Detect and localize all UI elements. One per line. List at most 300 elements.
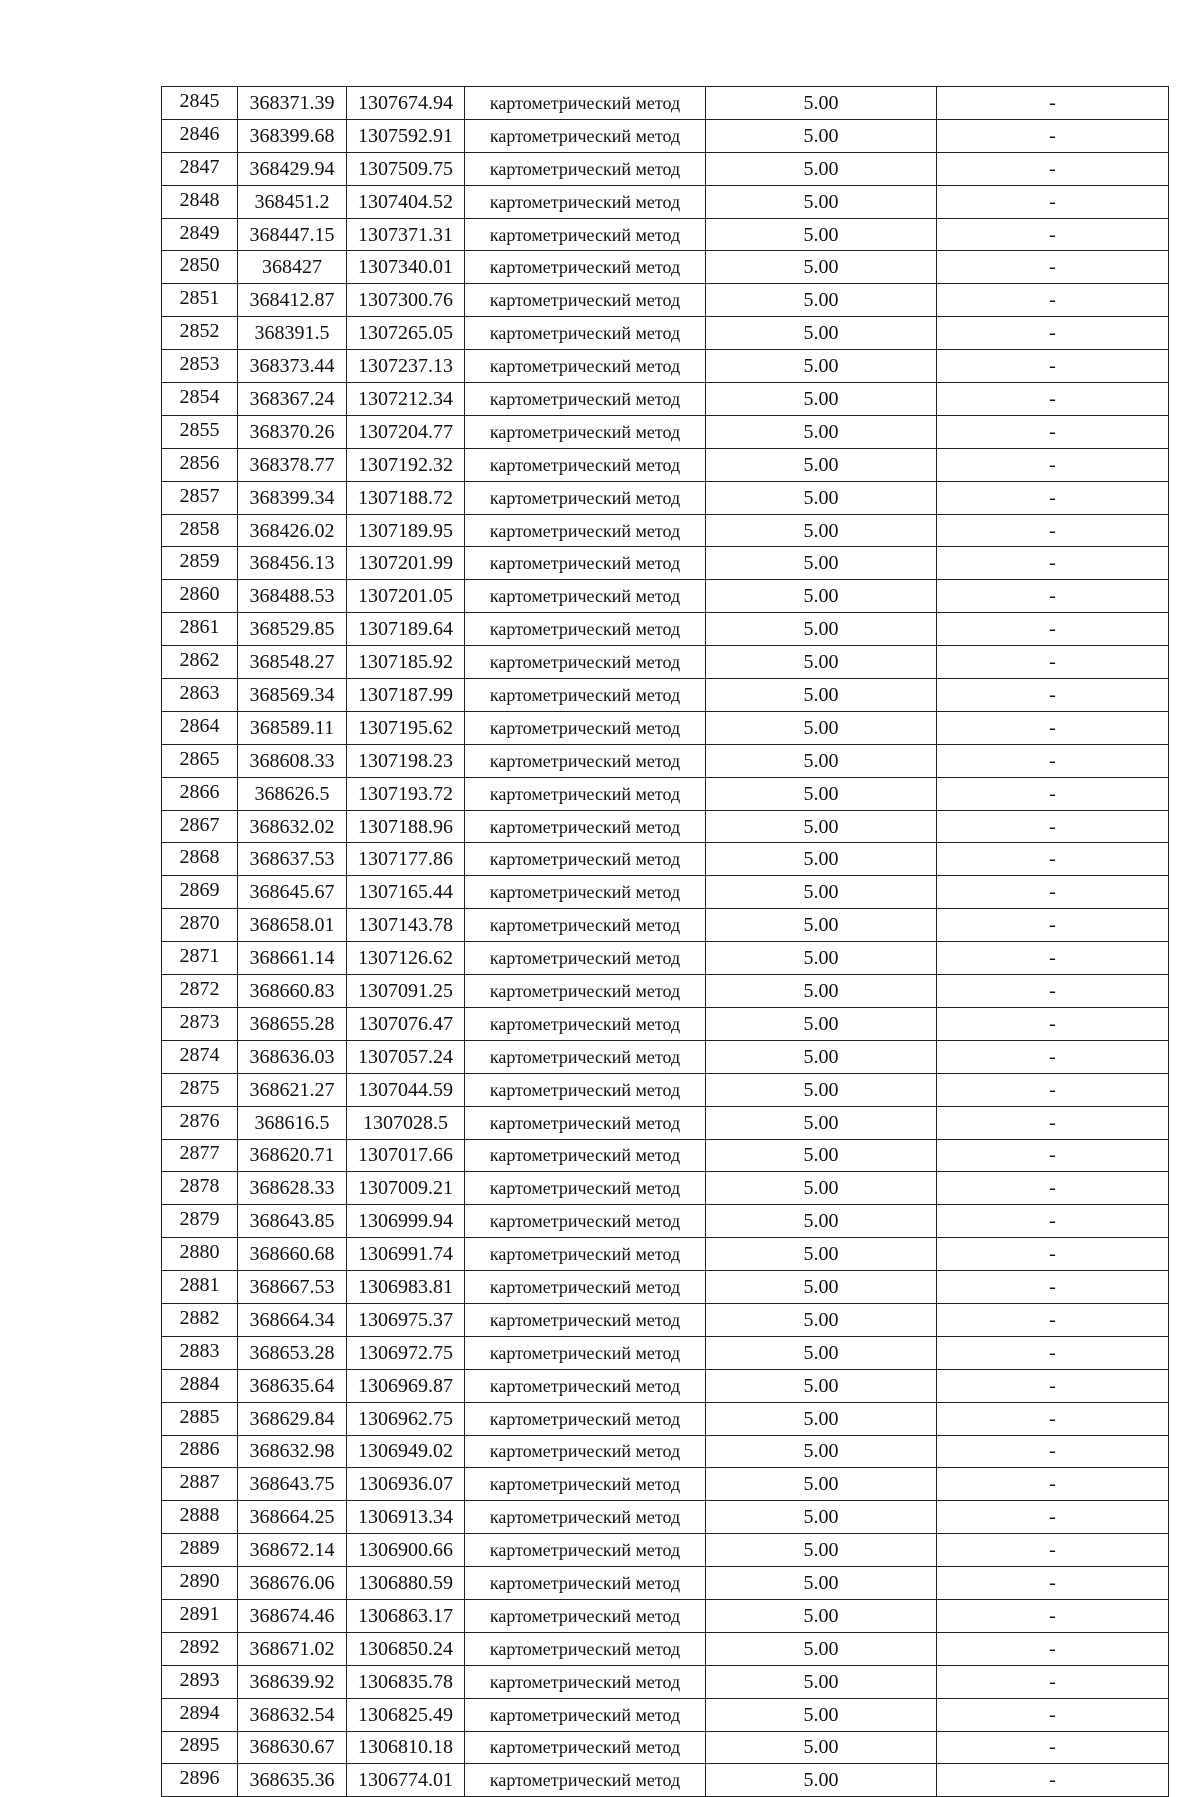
method-cell: картометрический метод — [465, 1567, 706, 1600]
x-coordinate-cell: 368639.92 — [238, 1665, 347, 1698]
table-row — [162, 185, 1169, 218]
y-coordinate-cell: 1306962.75 — [347, 1402, 465, 1435]
y-coordinate-cell: 1306863.17 — [347, 1599, 465, 1632]
accuracy-cell: 5.00 — [706, 1271, 937, 1304]
note-cell: - — [937, 810, 1169, 843]
note-cell: - — [937, 251, 1169, 284]
accuracy-cell: 5.00 — [706, 1599, 937, 1632]
point-number-cell: 2857 — [162, 481, 238, 514]
note-cell: - — [937, 1073, 1169, 1106]
accuracy-cell: 5.00 — [706, 711, 937, 744]
table-row — [162, 679, 1169, 712]
table-row — [162, 251, 1169, 284]
y-coordinate-cell: 1306774.01 — [347, 1764, 465, 1797]
method-cell: картометрический метод — [465, 876, 706, 909]
table-row — [162, 1501, 1169, 1534]
x-coordinate-cell: 368635.64 — [238, 1369, 347, 1402]
x-coordinate-cell: 368660.83 — [238, 975, 347, 1008]
accuracy-cell: 5.00 — [706, 777, 937, 810]
y-coordinate-cell: 1307204.77 — [347, 415, 465, 448]
point-number-cell: 2886 — [162, 1435, 238, 1468]
point-number-cell: 2896 — [162, 1764, 238, 1797]
method-cell: картометрический метод — [465, 547, 706, 580]
point-number-cell: 2845 — [162, 87, 238, 120]
method-cell: картометрический метод — [465, 777, 706, 810]
y-coordinate-cell: 1307188.96 — [347, 810, 465, 843]
x-coordinate-cell: 368371.39 — [238, 87, 347, 120]
method-cell: картометрический метод — [465, 514, 706, 547]
x-coordinate-cell: 368674.46 — [238, 1599, 347, 1632]
note-cell: - — [937, 317, 1169, 350]
x-coordinate-cell: 368632.54 — [238, 1698, 347, 1731]
point-number-cell: 2851 — [162, 284, 238, 317]
accuracy-cell: 5.00 — [706, 1238, 937, 1271]
table-row — [162, 1665, 1169, 1698]
x-coordinate-cell: 368399.34 — [238, 481, 347, 514]
point-number-cell: 2854 — [162, 383, 238, 416]
point-number-cell: 2882 — [162, 1303, 238, 1336]
note-cell: - — [937, 1106, 1169, 1139]
point-number-cell: 2852 — [162, 317, 238, 350]
point-number-cell: 2890 — [162, 1567, 238, 1600]
table-row — [162, 1632, 1169, 1665]
accuracy-cell: 5.00 — [706, 481, 937, 514]
accuracy-cell: 5.00 — [706, 876, 937, 909]
point-number-cell: 2853 — [162, 350, 238, 383]
x-coordinate-cell: 368529.85 — [238, 613, 347, 646]
x-coordinate-cell: 368548.27 — [238, 646, 347, 679]
x-coordinate-cell: 368378.77 — [238, 448, 347, 481]
method-cell: картометрический метод — [465, 1336, 706, 1369]
note-cell: - — [937, 1007, 1169, 1040]
point-number-cell: 2877 — [162, 1139, 238, 1172]
point-number-cell: 2862 — [162, 646, 238, 679]
note-cell: - — [937, 383, 1169, 416]
x-coordinate-cell: 368367.24 — [238, 383, 347, 416]
table-row — [162, 1435, 1169, 1468]
method-cell: картометрический метод — [465, 1468, 706, 1501]
method-cell: картометрический метод — [465, 1764, 706, 1797]
y-coordinate-cell: 1307126.62 — [347, 942, 465, 975]
x-coordinate-cell: 368447.15 — [238, 218, 347, 251]
x-coordinate-cell: 368655.28 — [238, 1007, 347, 1040]
table-row — [162, 975, 1169, 1008]
x-coordinate-cell: 368626.5 — [238, 777, 347, 810]
y-coordinate-cell: 1307091.25 — [347, 975, 465, 1008]
accuracy-cell: 5.00 — [706, 613, 937, 646]
accuracy-cell: 5.00 — [706, 646, 937, 679]
note-cell: - — [937, 1402, 1169, 1435]
point-number-cell: 2846 — [162, 119, 238, 152]
table-row — [162, 284, 1169, 317]
x-coordinate-cell: 368412.87 — [238, 284, 347, 317]
y-coordinate-cell: 1307076.47 — [347, 1007, 465, 1040]
accuracy-cell: 5.00 — [706, 1139, 937, 1172]
table-row — [162, 1271, 1169, 1304]
y-coordinate-cell: 1307187.99 — [347, 679, 465, 712]
table-row — [162, 1468, 1169, 1501]
y-coordinate-cell: 1306969.87 — [347, 1369, 465, 1402]
note-cell: - — [937, 942, 1169, 975]
y-coordinate-cell: 1306936.07 — [347, 1468, 465, 1501]
method-cell: картометрический метод — [465, 1369, 706, 1402]
y-coordinate-cell: 1307265.05 — [347, 317, 465, 350]
note-cell: - — [937, 909, 1169, 942]
table-row — [162, 843, 1169, 876]
table-row — [162, 613, 1169, 646]
method-cell: картометрический метод — [465, 119, 706, 152]
point-number-cell: 2850 — [162, 251, 238, 284]
y-coordinate-cell: 1307404.52 — [347, 185, 465, 218]
point-number-cell: 2867 — [162, 810, 238, 843]
method-cell: картометрический метод — [465, 843, 706, 876]
method-cell: картометрический метод — [465, 317, 706, 350]
y-coordinate-cell: 1307028.5 — [347, 1106, 465, 1139]
point-number-cell: 2885 — [162, 1402, 238, 1435]
method-cell: картометрический метод — [465, 1073, 706, 1106]
method-cell: картометрический метод — [465, 1665, 706, 1698]
note-cell: - — [937, 350, 1169, 383]
y-coordinate-cell: 1306972.75 — [347, 1336, 465, 1369]
table-body — [162, 87, 1169, 1797]
point-number-cell: 2892 — [162, 1632, 238, 1665]
x-coordinate-cell: 368636.03 — [238, 1040, 347, 1073]
x-coordinate-cell: 368427 — [238, 251, 347, 284]
x-coordinate-cell: 368451.2 — [238, 185, 347, 218]
point-number-cell: 2888 — [162, 1501, 238, 1534]
y-coordinate-cell: 1307188.72 — [347, 481, 465, 514]
method-cell: картометрический метод — [465, 87, 706, 120]
method-cell: картометрический метод — [465, 1205, 706, 1238]
point-number-cell: 2880 — [162, 1238, 238, 1271]
accuracy-cell: 5.00 — [706, 383, 937, 416]
note-cell: - — [937, 1698, 1169, 1731]
accuracy-cell: 5.00 — [706, 1698, 937, 1731]
point-number-cell: 2847 — [162, 152, 238, 185]
point-number-cell: 2874 — [162, 1040, 238, 1073]
y-coordinate-cell: 1307044.59 — [347, 1073, 465, 1106]
table-row — [162, 1731, 1169, 1764]
table-row — [162, 119, 1169, 152]
table-row — [162, 481, 1169, 514]
table-row — [162, 448, 1169, 481]
x-coordinate-cell: 368589.11 — [238, 711, 347, 744]
note-cell: - — [937, 975, 1169, 1008]
accuracy-cell: 5.00 — [706, 185, 937, 218]
y-coordinate-cell: 1307009.21 — [347, 1172, 465, 1205]
y-coordinate-cell: 1307057.24 — [347, 1040, 465, 1073]
accuracy-cell: 5.00 — [706, 1336, 937, 1369]
y-coordinate-cell: 1306810.18 — [347, 1731, 465, 1764]
method-cell: картометрический метод — [465, 1238, 706, 1271]
x-coordinate-cell: 368667.53 — [238, 1271, 347, 1304]
y-coordinate-cell: 1307201.05 — [347, 580, 465, 613]
accuracy-cell: 5.00 — [706, 317, 937, 350]
note-cell: - — [937, 481, 1169, 514]
method-cell: картометрический метод — [465, 448, 706, 481]
method-cell: картометрический метод — [465, 909, 706, 942]
point-number-cell: 2861 — [162, 613, 238, 646]
point-number-cell: 2856 — [162, 448, 238, 481]
point-number-cell: 2864 — [162, 711, 238, 744]
accuracy-cell: 5.00 — [706, 1764, 937, 1797]
y-coordinate-cell: 1307509.75 — [347, 152, 465, 185]
y-coordinate-cell: 1307189.95 — [347, 514, 465, 547]
method-cell: картометрический метод — [465, 1402, 706, 1435]
table-row — [162, 152, 1169, 185]
accuracy-cell: 5.00 — [706, 580, 937, 613]
accuracy-cell: 5.00 — [706, 1106, 937, 1139]
table-row — [162, 1567, 1169, 1600]
table-row — [162, 1073, 1169, 1106]
y-coordinate-cell: 1307177.86 — [347, 843, 465, 876]
point-number-cell: 2893 — [162, 1665, 238, 1698]
method-cell: картометрический метод — [465, 744, 706, 777]
y-coordinate-cell: 1306880.59 — [347, 1567, 465, 1600]
method-cell: картометрический метод — [465, 383, 706, 416]
accuracy-cell: 5.00 — [706, 1567, 937, 1600]
point-number-cell: 2887 — [162, 1468, 238, 1501]
y-coordinate-cell: 1306825.49 — [347, 1698, 465, 1731]
note-cell: - — [937, 1205, 1169, 1238]
x-coordinate-cell: 368632.02 — [238, 810, 347, 843]
accuracy-cell: 5.00 — [706, 415, 937, 448]
y-coordinate-cell: 1307017.66 — [347, 1139, 465, 1172]
coordinates-table — [161, 86, 1169, 1797]
point-number-cell: 2858 — [162, 514, 238, 547]
accuracy-cell: 5.00 — [706, 152, 937, 185]
accuracy-cell: 5.00 — [706, 119, 937, 152]
accuracy-cell: 5.00 — [706, 942, 937, 975]
table-row — [162, 1139, 1169, 1172]
x-coordinate-cell: 368629.84 — [238, 1402, 347, 1435]
table-row — [162, 1106, 1169, 1139]
accuracy-cell: 5.00 — [706, 350, 937, 383]
method-cell: картометрический метод — [465, 1435, 706, 1468]
note-cell: - — [937, 1632, 1169, 1665]
accuracy-cell: 5.00 — [706, 1731, 937, 1764]
note-cell: - — [937, 1139, 1169, 1172]
note-cell: - — [937, 284, 1169, 317]
note-cell: - — [937, 1435, 1169, 1468]
x-coordinate-cell: 368661.14 — [238, 942, 347, 975]
accuracy-cell: 5.00 — [706, 1632, 937, 1665]
point-number-cell: 2872 — [162, 975, 238, 1008]
table-row — [162, 744, 1169, 777]
point-number-cell: 2889 — [162, 1534, 238, 1567]
table-row — [162, 1764, 1169, 1797]
accuracy-cell: 5.00 — [706, 1369, 937, 1402]
method-cell: картометрический метод — [465, 1106, 706, 1139]
point-number-cell: 2895 — [162, 1731, 238, 1764]
note-cell: - — [937, 152, 1169, 185]
note-cell: - — [937, 185, 1169, 218]
point-number-cell: 2871 — [162, 942, 238, 975]
table-row — [162, 1238, 1169, 1271]
note-cell: - — [937, 415, 1169, 448]
accuracy-cell: 5.00 — [706, 1073, 937, 1106]
table-row — [162, 547, 1169, 580]
note-cell: - — [937, 1336, 1169, 1369]
note-cell: - — [937, 580, 1169, 613]
y-coordinate-cell: 1307592.91 — [347, 119, 465, 152]
y-coordinate-cell: 1306999.94 — [347, 1205, 465, 1238]
table-row — [162, 777, 1169, 810]
x-coordinate-cell: 368488.53 — [238, 580, 347, 613]
method-cell: картометрический метод — [465, 284, 706, 317]
method-cell: картометрический метод — [465, 1534, 706, 1567]
point-number-cell: 2865 — [162, 744, 238, 777]
method-cell: картометрический метод — [465, 1139, 706, 1172]
point-number-cell: 2869 — [162, 876, 238, 909]
accuracy-cell: 5.00 — [706, 1435, 937, 1468]
y-coordinate-cell: 1307300.76 — [347, 284, 465, 317]
x-coordinate-cell: 368632.98 — [238, 1435, 347, 1468]
method-cell: картометрический метод — [465, 942, 706, 975]
accuracy-cell: 5.00 — [706, 1172, 937, 1205]
method-cell: картометрический метод — [465, 1599, 706, 1632]
table-row — [162, 1402, 1169, 1435]
note-cell: - — [937, 547, 1169, 580]
y-coordinate-cell: 1307212.34 — [347, 383, 465, 416]
point-number-cell: 2879 — [162, 1205, 238, 1238]
y-coordinate-cell: 1307185.92 — [347, 646, 465, 679]
y-coordinate-cell: 1307193.72 — [347, 777, 465, 810]
point-number-cell: 2891 — [162, 1599, 238, 1632]
x-coordinate-cell: 368426.02 — [238, 514, 347, 547]
y-coordinate-cell: 1307143.78 — [347, 909, 465, 942]
table-row — [162, 909, 1169, 942]
x-coordinate-cell: 368671.02 — [238, 1632, 347, 1665]
table-row — [162, 514, 1169, 547]
y-coordinate-cell: 1307192.32 — [347, 448, 465, 481]
point-number-cell: 2849 — [162, 218, 238, 251]
point-number-cell: 2884 — [162, 1369, 238, 1402]
y-coordinate-cell: 1307340.01 — [347, 251, 465, 284]
accuracy-cell: 5.00 — [706, 744, 937, 777]
x-coordinate-cell: 368456.13 — [238, 547, 347, 580]
x-coordinate-cell: 368370.26 — [238, 415, 347, 448]
x-coordinate-cell: 368664.25 — [238, 1501, 347, 1534]
method-cell: картометрический метод — [465, 1501, 706, 1534]
accuracy-cell: 5.00 — [706, 909, 937, 942]
note-cell: - — [937, 1501, 1169, 1534]
method-cell: картометрический метод — [465, 1172, 706, 1205]
y-coordinate-cell: 1306975.37 — [347, 1303, 465, 1336]
method-cell: картометрический метод — [465, 1007, 706, 1040]
y-coordinate-cell: 1306913.34 — [347, 1501, 465, 1534]
table-row — [162, 942, 1169, 975]
accuracy-cell: 5.00 — [706, 1303, 937, 1336]
table-row — [162, 87, 1169, 120]
x-coordinate-cell: 368620.71 — [238, 1139, 347, 1172]
table-row — [162, 1303, 1169, 1336]
accuracy-cell: 5.00 — [706, 975, 937, 1008]
accuracy-cell: 5.00 — [706, 514, 937, 547]
method-cell: картометрический метод — [465, 350, 706, 383]
table-row — [162, 1007, 1169, 1040]
point-number-cell: 2881 — [162, 1271, 238, 1304]
accuracy-cell: 5.00 — [706, 1665, 937, 1698]
point-number-cell: 2873 — [162, 1007, 238, 1040]
note-cell: - — [937, 1172, 1169, 1205]
note-cell: - — [937, 1567, 1169, 1600]
accuracy-cell: 5.00 — [706, 1007, 937, 1040]
y-coordinate-cell: 1307237.13 — [347, 350, 465, 383]
note-cell: - — [937, 1369, 1169, 1402]
accuracy-cell: 5.00 — [706, 1402, 937, 1435]
note-cell: - — [937, 514, 1169, 547]
accuracy-cell: 5.00 — [706, 251, 937, 284]
point-number-cell: 2878 — [162, 1172, 238, 1205]
x-coordinate-cell: 368429.94 — [238, 152, 347, 185]
note-cell: - — [937, 218, 1169, 251]
point-number-cell: 2859 — [162, 547, 238, 580]
table-row — [162, 1205, 1169, 1238]
point-number-cell: 2870 — [162, 909, 238, 942]
point-number-cell: 2848 — [162, 185, 238, 218]
point-number-cell: 2868 — [162, 843, 238, 876]
table-row — [162, 1698, 1169, 1731]
x-coordinate-cell: 368616.5 — [238, 1106, 347, 1139]
method-cell: картометрический метод — [465, 185, 706, 218]
y-coordinate-cell: 1307674.94 — [347, 87, 465, 120]
method-cell: картометрический метод — [465, 679, 706, 712]
point-number-cell: 2860 — [162, 580, 238, 613]
point-number-cell: 2863 — [162, 679, 238, 712]
note-cell: - — [937, 1731, 1169, 1764]
method-cell: картометрический метод — [465, 580, 706, 613]
note-cell: - — [937, 1534, 1169, 1567]
table-row — [162, 646, 1169, 679]
y-coordinate-cell: 1306850.24 — [347, 1632, 465, 1665]
note-cell: - — [937, 1665, 1169, 1698]
x-coordinate-cell: 368643.85 — [238, 1205, 347, 1238]
table-row — [162, 350, 1169, 383]
method-cell: картометрический метод — [465, 646, 706, 679]
note-cell: - — [937, 87, 1169, 120]
table-row — [162, 1336, 1169, 1369]
note-cell: - — [937, 119, 1169, 152]
table-row — [162, 1534, 1169, 1567]
method-cell: картометрический метод — [465, 975, 706, 1008]
note-cell: - — [937, 777, 1169, 810]
x-coordinate-cell: 368653.28 — [238, 1336, 347, 1369]
y-coordinate-cell: 1306991.74 — [347, 1238, 465, 1271]
x-coordinate-cell: 368645.67 — [238, 876, 347, 909]
point-number-cell: 2875 — [162, 1073, 238, 1106]
method-cell: картометрический метод — [465, 1731, 706, 1764]
accuracy-cell: 5.00 — [706, 1534, 937, 1567]
table-row — [162, 218, 1169, 251]
y-coordinate-cell: 1307201.99 — [347, 547, 465, 580]
note-cell: - — [937, 1040, 1169, 1073]
x-coordinate-cell: 368664.34 — [238, 1303, 347, 1336]
method-cell: картометрический метод — [465, 1303, 706, 1336]
method-cell: картометрический метод — [465, 810, 706, 843]
y-coordinate-cell: 1307198.23 — [347, 744, 465, 777]
note-cell: - — [937, 1764, 1169, 1797]
y-coordinate-cell: 1307195.62 — [347, 711, 465, 744]
table-row — [162, 383, 1169, 416]
accuracy-cell: 5.00 — [706, 810, 937, 843]
accuracy-cell: 5.00 — [706, 1501, 937, 1534]
table-row — [162, 876, 1169, 909]
point-number-cell: 2855 — [162, 415, 238, 448]
x-coordinate-cell: 368399.68 — [238, 119, 347, 152]
y-coordinate-cell: 1307165.44 — [347, 876, 465, 909]
method-cell: картометрический метод — [465, 481, 706, 514]
